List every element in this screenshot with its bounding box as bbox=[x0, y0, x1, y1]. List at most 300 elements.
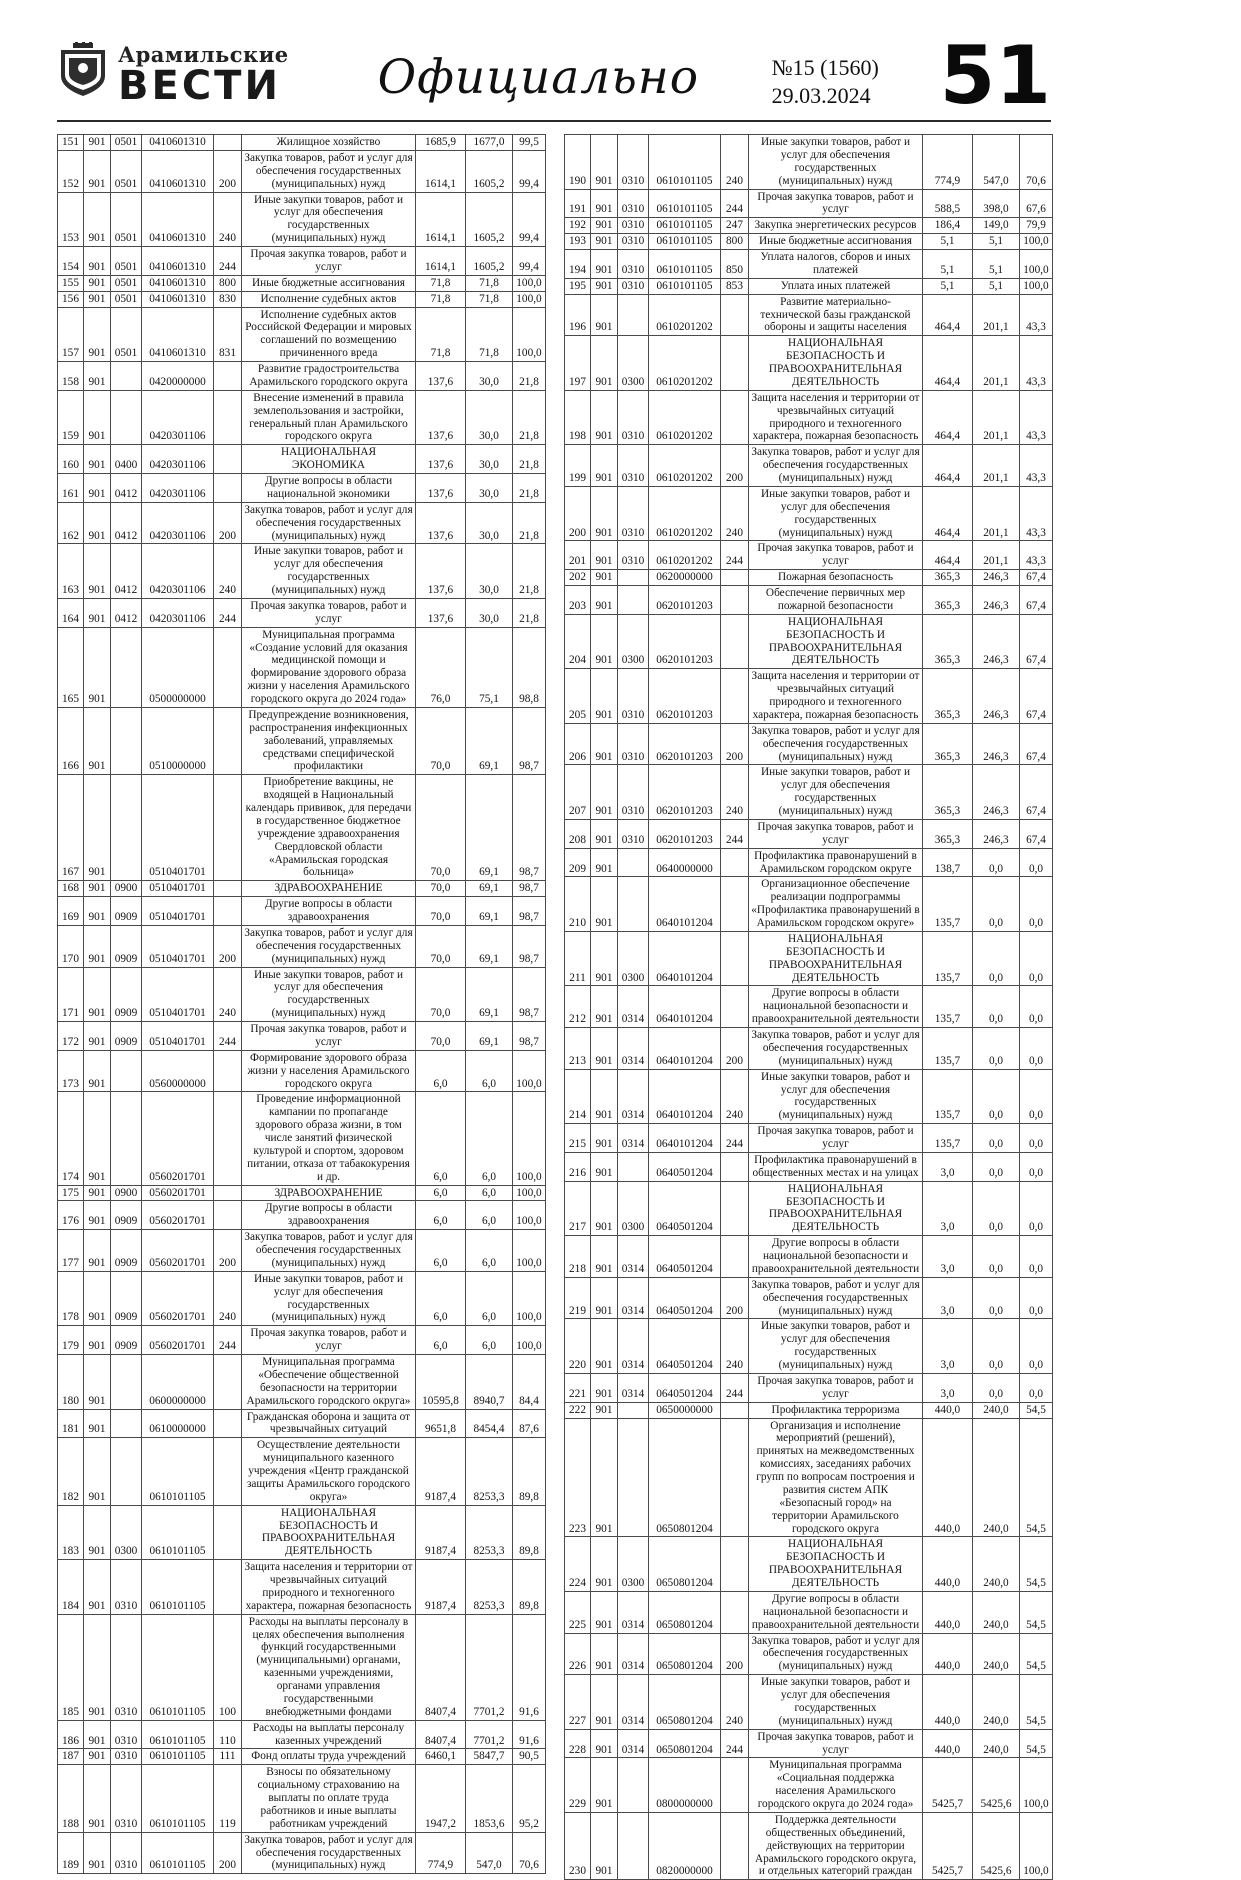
percent-cell: 54,5 bbox=[1020, 1633, 1053, 1675]
row-number-cell: 186 bbox=[58, 1720, 84, 1749]
row-number-cell: 197 bbox=[565, 336, 591, 391]
expense-name-cell: Формирование здорового образа жизни у населения Арамильского городского округа bbox=[242, 1050, 416, 1092]
section-code-cell: 0900 bbox=[111, 1185, 142, 1201]
executed-amount-cell: 30,0 bbox=[466, 502, 513, 544]
approved-amount-cell: 70,0 bbox=[416, 967, 466, 1022]
target-article-cell: 0560201701 bbox=[142, 1230, 214, 1272]
approved-amount-cell: 137,6 bbox=[416, 502, 466, 544]
row-number-cell: 181 bbox=[58, 1409, 84, 1438]
percent-cell: 84,4 bbox=[513, 1355, 546, 1410]
expense-type-cell bbox=[214, 390, 242, 445]
expense-name-cell: Закупка товаров, работ и услуг для обеспечения государственных (муниципальных) нужд bbox=[749, 445, 923, 487]
expense-type-cell bbox=[214, 474, 242, 503]
table-row bbox=[58, 1326, 546, 1355]
expense-name-cell: Прочая закупка товаров, работ и услуг bbox=[749, 189, 923, 218]
expense-name-cell: Расходы на выплаты персоналу казенных учреждений bbox=[242, 1720, 416, 1749]
row-number-cell: 211 bbox=[565, 931, 591, 986]
table-row bbox=[58, 445, 546, 474]
percent-cell: 99,5 bbox=[513, 135, 546, 151]
percent-cell: 54,5 bbox=[1020, 1729, 1053, 1758]
executed-amount-cell: 69,1 bbox=[466, 897, 513, 926]
table-row bbox=[565, 586, 1053, 615]
table-row bbox=[565, 723, 1053, 765]
row-number-cell: 230 bbox=[565, 1812, 591, 1879]
expense-type-cell: 240 bbox=[721, 1069, 749, 1124]
city-crest-icon bbox=[57, 42, 109, 105]
grbs-code-cell: 901 bbox=[591, 1236, 618, 1278]
approved-amount-cell: 1947,2 bbox=[416, 1765, 466, 1832]
grbs-code-cell: 901 bbox=[84, 1614, 111, 1720]
expense-type-cell bbox=[721, 986, 749, 1028]
executed-amount-cell: 240,0 bbox=[973, 1402, 1020, 1418]
grbs-code-cell: 901 bbox=[591, 250, 618, 279]
table-row bbox=[565, 1319, 1053, 1374]
executed-amount-cell: 0,0 bbox=[973, 986, 1020, 1028]
executed-amount-cell: 201,1 bbox=[973, 541, 1020, 570]
approved-amount-cell: 5,1 bbox=[923, 278, 973, 294]
table-row bbox=[565, 218, 1053, 234]
executed-amount-cell: 30,0 bbox=[466, 390, 513, 445]
approved-amount-cell: 137,6 bbox=[416, 474, 466, 503]
row-number-cell: 182 bbox=[58, 1438, 84, 1505]
table-row bbox=[58, 1409, 546, 1438]
executed-amount-cell: 71,8 bbox=[466, 307, 513, 362]
grbs-code-cell: 901 bbox=[591, 1758, 618, 1813]
table-row bbox=[565, 445, 1053, 487]
table-row bbox=[58, 925, 546, 967]
expense-type-cell bbox=[214, 362, 242, 391]
percent-cell: 21,8 bbox=[513, 544, 546, 599]
budget-table-left-body bbox=[58, 135, 546, 1874]
executed-amount-cell: 246,3 bbox=[973, 669, 1020, 724]
expense-name-cell: Закупка товаров, работ и услуг для обеспечения государственных (муниципальных) нужд bbox=[749, 1277, 923, 1319]
approved-amount-cell: 464,4 bbox=[923, 390, 973, 445]
section-code-cell: 0310 bbox=[618, 765, 649, 820]
expense-name-cell: Организация и исполнение мероприятий (решений), принятых на межведомственных комиссиях, заседаниях рабочих групп по вопросам построения и развития систем АПК «Безопасный город» на территории Арамильского городского округа bbox=[749, 1418, 923, 1537]
approved-amount-cell: 3,0 bbox=[923, 1319, 973, 1374]
section-code-cell: 0412 bbox=[111, 598, 142, 627]
target-article-cell: 0510401701 bbox=[142, 775, 214, 881]
table-row bbox=[565, 669, 1053, 724]
row-number-cell: 178 bbox=[58, 1271, 84, 1326]
grbs-code-cell: 901 bbox=[84, 1201, 111, 1230]
expense-name-cell: Фонд оплаты труда учреждений bbox=[242, 1749, 416, 1765]
expense-type-cell: 110 bbox=[214, 1720, 242, 1749]
grbs-code-cell: 901 bbox=[591, 135, 618, 190]
budget-table-right bbox=[564, 134, 1053, 1880]
table-row bbox=[58, 1050, 546, 1092]
target-article-cell: 0620101203 bbox=[649, 669, 721, 724]
executed-amount-cell: 7701,2 bbox=[466, 1614, 513, 1720]
row-number-cell: 179 bbox=[58, 1326, 84, 1355]
section-code-cell: 0310 bbox=[618, 723, 649, 765]
expense-type-cell bbox=[721, 1402, 749, 1418]
expense-name-cell: НАЦИОНАЛЬНАЯ БЕЗОПАСНОСТЬ И ПРАВООХРАНИТЕЛЬНАЯ ДЕЯТЕЛЬНОСТЬ bbox=[749, 1181, 923, 1236]
row-number-cell: 216 bbox=[565, 1152, 591, 1181]
approved-amount-cell: 440,0 bbox=[923, 1729, 973, 1758]
expense-name-cell: Иные закупки товаров, работ и услуг для обеспечения государственных (муниципальных) нужд bbox=[749, 1319, 923, 1374]
executed-amount-cell: 8253,3 bbox=[466, 1560, 513, 1615]
approved-amount-cell: 464,4 bbox=[923, 541, 973, 570]
approved-amount-cell: 70,0 bbox=[416, 881, 466, 897]
approved-amount-cell: 1614,1 bbox=[416, 247, 466, 276]
approved-amount-cell: 70,0 bbox=[416, 707, 466, 774]
expense-name-cell: Организационное обеспечение реализации подпрограммы «Профилактика правонарушений в Арамильском городском округе» bbox=[749, 877, 923, 932]
approved-amount-cell: 440,0 bbox=[923, 1675, 973, 1730]
expense-name-cell: Прочая закупка товаров, работ и услуг bbox=[749, 819, 923, 848]
approved-amount-cell: 9187,4 bbox=[416, 1438, 466, 1505]
expense-type-cell bbox=[721, 570, 749, 586]
approved-amount-cell: 3,0 bbox=[923, 1236, 973, 1278]
expense-type-cell bbox=[214, 445, 242, 474]
grbs-code-cell: 901 bbox=[591, 877, 618, 932]
executed-amount-cell: 30,0 bbox=[466, 544, 513, 599]
percent-cell: 90,5 bbox=[513, 1749, 546, 1765]
approved-amount-cell: 365,3 bbox=[923, 819, 973, 848]
row-number-cell: 159 bbox=[58, 390, 84, 445]
expense-name-cell: Иные закупки товаров, работ и услуг для обеспечения государственных (муниципальных) нужд bbox=[242, 967, 416, 1022]
section-code-cell bbox=[111, 1355, 142, 1410]
target-article-cell: 0620101203 bbox=[649, 819, 721, 848]
executed-amount-cell: 1605,2 bbox=[466, 150, 513, 192]
percent-cell: 43,3 bbox=[1020, 486, 1053, 541]
expense-name-cell: НАЦИОНАЛЬНАЯ БЕЗОПАСНОСТЬ И ПРАВООХРАНИТЕЛЬНАЯ ДЕЯТЕЛЬНОСТЬ bbox=[749, 336, 923, 391]
row-number-cell: 214 bbox=[565, 1069, 591, 1124]
percent-cell: 67,4 bbox=[1020, 765, 1053, 820]
approved-amount-cell: 440,0 bbox=[923, 1537, 973, 1592]
row-number-cell: 222 bbox=[565, 1402, 591, 1418]
expense-name-cell: Прочая закупка товаров, работ и услуг bbox=[749, 1729, 923, 1758]
grbs-code-cell: 901 bbox=[591, 336, 618, 391]
target-article-cell: 0500000000 bbox=[142, 627, 214, 707]
expense-type-cell: 111 bbox=[214, 1749, 242, 1765]
executed-amount-cell: 0,0 bbox=[973, 1373, 1020, 1402]
row-number-cell: 172 bbox=[58, 1022, 84, 1051]
expense-type-cell bbox=[721, 336, 749, 391]
target-article-cell: 0640101204 bbox=[649, 1028, 721, 1070]
section-code-cell: 0310 bbox=[111, 1749, 142, 1765]
approved-amount-cell: 70,0 bbox=[416, 897, 466, 926]
section-code-cell bbox=[618, 1758, 649, 1813]
percent-cell: 21,8 bbox=[513, 598, 546, 627]
expense-name-cell: Иные закупки товаров, работ и услуг для обеспечения государственных (муниципальных) нужд bbox=[242, 544, 416, 599]
table-row bbox=[565, 1373, 1053, 1402]
percent-cell: 79,9 bbox=[1020, 218, 1053, 234]
percent-cell: 0,0 bbox=[1020, 1069, 1053, 1124]
section-code-cell: 0501 bbox=[111, 307, 142, 362]
table-row bbox=[58, 598, 546, 627]
table-row bbox=[58, 192, 546, 247]
approved-amount-cell: 138,7 bbox=[923, 848, 973, 877]
expense-type-cell: 240 bbox=[214, 544, 242, 599]
section-code-cell: 0501 bbox=[111, 192, 142, 247]
expense-name-cell: Закупка товаров, работ и услуг для обеспечения государственных (муниципальных) нужд bbox=[242, 502, 416, 544]
table-row bbox=[58, 1614, 546, 1720]
expense-type-cell bbox=[214, 135, 242, 151]
grbs-code-cell: 901 bbox=[84, 775, 111, 881]
table-row bbox=[58, 362, 546, 391]
executed-amount-cell: 201,1 bbox=[973, 294, 1020, 336]
section-code-cell: 0310 bbox=[618, 390, 649, 445]
section-code-cell: 0501 bbox=[111, 135, 142, 151]
table-row bbox=[565, 1591, 1053, 1633]
section-code-cell bbox=[618, 294, 649, 336]
table-row bbox=[565, 390, 1053, 445]
expense-name-cell: Муниципальная программа «Создание условий для оказания медицинской помощи и формирование здорового образа жизни у населения Арамильского городского округа до 2024 года» bbox=[242, 627, 416, 707]
table-row bbox=[565, 278, 1053, 294]
approved-amount-cell: 6,0 bbox=[416, 1092, 466, 1185]
table-row bbox=[565, 931, 1053, 986]
approved-amount-cell: 186,4 bbox=[923, 218, 973, 234]
table-row bbox=[58, 1201, 546, 1230]
grbs-code-cell: 901 bbox=[591, 986, 618, 1028]
row-number-cell: 168 bbox=[58, 881, 84, 897]
executed-amount-cell: 201,1 bbox=[973, 336, 1020, 391]
approved-amount-cell: 464,4 bbox=[923, 486, 973, 541]
row-number-cell: 200 bbox=[565, 486, 591, 541]
grbs-code-cell: 901 bbox=[591, 1418, 618, 1537]
table-row bbox=[58, 474, 546, 503]
executed-amount-cell: 8253,3 bbox=[466, 1438, 513, 1505]
target-article-cell: 0610101105 bbox=[649, 250, 721, 279]
table-row bbox=[565, 986, 1053, 1028]
target-article-cell: 0610101105 bbox=[142, 1765, 214, 1832]
target-article-cell: 0410601310 bbox=[142, 247, 214, 276]
grbs-code-cell: 901 bbox=[84, 967, 111, 1022]
executed-amount-cell: 5425,6 bbox=[973, 1812, 1020, 1879]
row-number-cell: 223 bbox=[565, 1418, 591, 1537]
table-row bbox=[565, 765, 1053, 820]
expense-name-cell: Прочая закупка товаров, работ и услуг bbox=[242, 1326, 416, 1355]
row-number-cell: 184 bbox=[58, 1560, 84, 1615]
grbs-code-cell: 901 bbox=[84, 925, 111, 967]
section-code-cell: 0314 bbox=[618, 1675, 649, 1730]
expense-type-cell: 800 bbox=[214, 275, 242, 291]
percent-cell: 100,0 bbox=[513, 1185, 546, 1201]
row-number-cell: 217 bbox=[565, 1181, 591, 1236]
row-number-cell: 208 bbox=[565, 819, 591, 848]
expense-name-cell: Другие вопросы в области национальной безопасности и правоохранительной деятельности bbox=[749, 1236, 923, 1278]
grbs-code-cell: 901 bbox=[591, 278, 618, 294]
approved-amount-cell: 70,0 bbox=[416, 1022, 466, 1051]
expense-type-cell bbox=[721, 390, 749, 445]
approved-amount-cell: 464,4 bbox=[923, 445, 973, 487]
expense-type-cell bbox=[721, 669, 749, 724]
target-article-cell: 0560201701 bbox=[142, 1326, 214, 1355]
expense-type-cell: 831 bbox=[214, 307, 242, 362]
executed-amount-cell: 246,3 bbox=[973, 723, 1020, 765]
target-article-cell: 0600000000 bbox=[142, 1355, 214, 1410]
section-code-cell: 0310 bbox=[618, 278, 649, 294]
table-row bbox=[565, 250, 1053, 279]
expense-type-cell: 100 bbox=[214, 1614, 242, 1720]
expense-type-cell bbox=[214, 1201, 242, 1230]
target-article-cell: 0650801204 bbox=[649, 1675, 721, 1730]
expense-name-cell: Прочая закупка товаров, работ и услуг bbox=[242, 1022, 416, 1051]
executed-amount-cell: 0,0 bbox=[973, 1124, 1020, 1153]
row-number-cell: 151 bbox=[58, 135, 84, 151]
expense-type-cell: 240 bbox=[721, 135, 749, 190]
approved-amount-cell: 10595,8 bbox=[416, 1355, 466, 1410]
executed-amount-cell: 398,0 bbox=[973, 189, 1020, 218]
table-row bbox=[58, 1355, 546, 1410]
executed-amount-cell: 8253,3 bbox=[466, 1505, 513, 1560]
expense-name-cell: Профилактика правонарушений в Арамильском городском округе bbox=[749, 848, 923, 877]
section-code-cell: 0314 bbox=[618, 1069, 649, 1124]
page-number: 51 bbox=[939, 29, 1051, 122]
grbs-code-cell: 901 bbox=[84, 1271, 111, 1326]
expense-type-cell bbox=[721, 877, 749, 932]
grbs-code-cell: 901 bbox=[591, 1373, 618, 1402]
table-row bbox=[565, 1402, 1053, 1418]
grbs-code-cell: 901 bbox=[591, 189, 618, 218]
expense-name-cell: Прочая закупка товаров, работ и услуг bbox=[749, 541, 923, 570]
grbs-code-cell: 901 bbox=[84, 598, 111, 627]
expense-type-cell: 200 bbox=[214, 1832, 242, 1874]
approved-amount-cell: 5,1 bbox=[923, 250, 973, 279]
section-code-cell bbox=[618, 1402, 649, 1418]
approved-amount-cell: 76,0 bbox=[416, 627, 466, 707]
row-number-cell: 188 bbox=[58, 1765, 84, 1832]
expense-type-cell: 853 bbox=[721, 278, 749, 294]
expense-type-cell: 244 bbox=[721, 1124, 749, 1153]
executed-amount-cell: 0,0 bbox=[973, 1236, 1020, 1278]
executed-amount-cell: 547,0 bbox=[973, 135, 1020, 190]
percent-cell: 98,7 bbox=[513, 897, 546, 926]
table-row bbox=[565, 336, 1053, 391]
expense-name-cell: Взносы по обязательному социальному страхованию на выплаты по оплате труда работников и иные выплаты работникам учреждений bbox=[242, 1765, 416, 1832]
section-code-cell bbox=[618, 570, 649, 586]
table-row bbox=[58, 775, 546, 881]
table-row bbox=[58, 1832, 546, 1874]
section-code-cell bbox=[111, 775, 142, 881]
table-row bbox=[58, 1720, 546, 1749]
expense-name-cell: Иные бюджетные ассигнования bbox=[749, 234, 923, 250]
section-code-cell: 0909 bbox=[111, 1201, 142, 1230]
section-code-cell: 0310 bbox=[618, 218, 649, 234]
grbs-code-cell: 901 bbox=[591, 1729, 618, 1758]
grbs-code-cell: 901 bbox=[591, 669, 618, 724]
table-row bbox=[565, 1537, 1053, 1592]
executed-amount-cell: 30,0 bbox=[466, 598, 513, 627]
row-number-cell: 229 bbox=[565, 1758, 591, 1813]
table-row bbox=[565, 189, 1053, 218]
grbs-code-cell: 901 bbox=[591, 765, 618, 820]
issue-info bbox=[772, 42, 922, 109]
target-article-cell: 0610101105 bbox=[142, 1560, 214, 1615]
approved-amount-cell: 9187,4 bbox=[416, 1560, 466, 1615]
approved-amount-cell: 5,1 bbox=[923, 234, 973, 250]
executed-amount-cell: 246,3 bbox=[973, 614, 1020, 669]
row-number-cell: 160 bbox=[58, 445, 84, 474]
target-article-cell: 0640101204 bbox=[649, 1069, 721, 1124]
expense-name-cell: Гражданская оборона и защита от чрезвычайных ситуаций bbox=[242, 1409, 416, 1438]
percent-cell: 100,0 bbox=[513, 1050, 546, 1092]
table-row bbox=[565, 1236, 1053, 1278]
expense-type-cell: 244 bbox=[214, 598, 242, 627]
row-number-cell: 156 bbox=[58, 291, 84, 307]
section-code-cell: 0501 bbox=[111, 291, 142, 307]
row-number-cell: 167 bbox=[58, 775, 84, 881]
row-number-cell: 221 bbox=[565, 1373, 591, 1402]
percent-cell: 54,5 bbox=[1020, 1675, 1053, 1730]
approved-amount-cell: 1685,9 bbox=[416, 135, 466, 151]
section-code-cell: 0314 bbox=[618, 1729, 649, 1758]
executed-amount-cell: 0,0 bbox=[973, 931, 1020, 986]
expense-type-cell: 240 bbox=[214, 967, 242, 1022]
executed-amount-cell: 246,3 bbox=[973, 819, 1020, 848]
expense-type-cell bbox=[721, 1591, 749, 1633]
table-row bbox=[58, 967, 546, 1022]
section-code-cell: 0314 bbox=[618, 1633, 649, 1675]
executed-amount-cell: 246,3 bbox=[973, 765, 1020, 820]
expense-name-cell: Закупка энергетических ресурсов bbox=[749, 218, 923, 234]
table-row bbox=[58, 1185, 546, 1201]
expense-name-cell: Другие вопросы в области здравоохранения bbox=[242, 897, 416, 926]
section-code-cell bbox=[618, 1812, 649, 1879]
percent-cell: 89,8 bbox=[513, 1560, 546, 1615]
target-article-cell: 0410601310 bbox=[142, 150, 214, 192]
section-code-cell bbox=[618, 1418, 649, 1537]
grbs-code-cell: 901 bbox=[591, 586, 618, 615]
expense-type-cell: 200 bbox=[721, 1633, 749, 1675]
expense-name-cell: Закупка товаров, работ и услуг для обеспечения государственных (муниципальных) нужд bbox=[749, 1633, 923, 1675]
approved-amount-cell: 3,0 bbox=[923, 1152, 973, 1181]
expense-name-cell: Муниципальная программа «Социальная поддержка населения Арамильского городского округа до 2024 года» bbox=[749, 1758, 923, 1813]
grbs-code-cell: 901 bbox=[591, 931, 618, 986]
executed-amount-cell: 240,0 bbox=[973, 1675, 1020, 1730]
percent-cell: 0,0 bbox=[1020, 1181, 1053, 1236]
expense-type-cell bbox=[214, 1409, 242, 1438]
grbs-code-cell: 901 bbox=[84, 307, 111, 362]
expense-name-cell: Закупка товаров, работ и услуг для обеспечения государственных (муниципальных) нужд bbox=[749, 1028, 923, 1070]
grbs-code-cell: 901 bbox=[84, 1230, 111, 1272]
percent-cell: 21,8 bbox=[513, 445, 546, 474]
table-row bbox=[565, 1069, 1053, 1124]
expense-type-cell bbox=[214, 627, 242, 707]
grbs-code-cell: 901 bbox=[84, 1832, 111, 1874]
section-code-cell: 0300 bbox=[618, 336, 649, 391]
table-row bbox=[58, 707, 546, 774]
percent-cell: 98,7 bbox=[513, 1022, 546, 1051]
executed-amount-cell: 6,0 bbox=[466, 1271, 513, 1326]
row-number-cell: 213 bbox=[565, 1028, 591, 1070]
executed-amount-cell: 6,0 bbox=[466, 1230, 513, 1272]
executed-amount-cell: 5,1 bbox=[973, 250, 1020, 279]
expense-type-cell bbox=[721, 1236, 749, 1278]
target-article-cell: 0420000000 bbox=[142, 362, 214, 391]
percent-cell: 21,8 bbox=[513, 474, 546, 503]
executed-amount-cell: 0,0 bbox=[973, 1181, 1020, 1236]
section-code-cell: 0412 bbox=[111, 544, 142, 599]
expense-name-cell: Уплата налогов, сборов и иных платежей bbox=[749, 250, 923, 279]
approved-amount-cell: 365,3 bbox=[923, 570, 973, 586]
section-code-cell bbox=[111, 362, 142, 391]
expense-type-cell: 200 bbox=[214, 1230, 242, 1272]
expense-type-cell: 244 bbox=[721, 1373, 749, 1402]
grbs-code-cell: 901 bbox=[84, 474, 111, 503]
executed-amount-cell: 5,1 bbox=[973, 234, 1020, 250]
expense-name-cell: Расходы на выплаты персоналу в целях обеспечения выполнения функций государственными (муниципальными) органами, казенными учреждениями, органами управления государственными внебюджетными фондами bbox=[242, 1614, 416, 1720]
row-number-cell: 155 bbox=[58, 275, 84, 291]
grbs-code-cell: 901 bbox=[591, 1812, 618, 1879]
percent-cell: 98,7 bbox=[513, 775, 546, 881]
section-code-cell: 0310 bbox=[111, 1560, 142, 1615]
target-article-cell: 0610101105 bbox=[142, 1832, 214, 1874]
approved-amount-cell: 70,0 bbox=[416, 925, 466, 967]
approved-amount-cell: 8407,4 bbox=[416, 1720, 466, 1749]
approved-amount-cell: 440,0 bbox=[923, 1591, 973, 1633]
